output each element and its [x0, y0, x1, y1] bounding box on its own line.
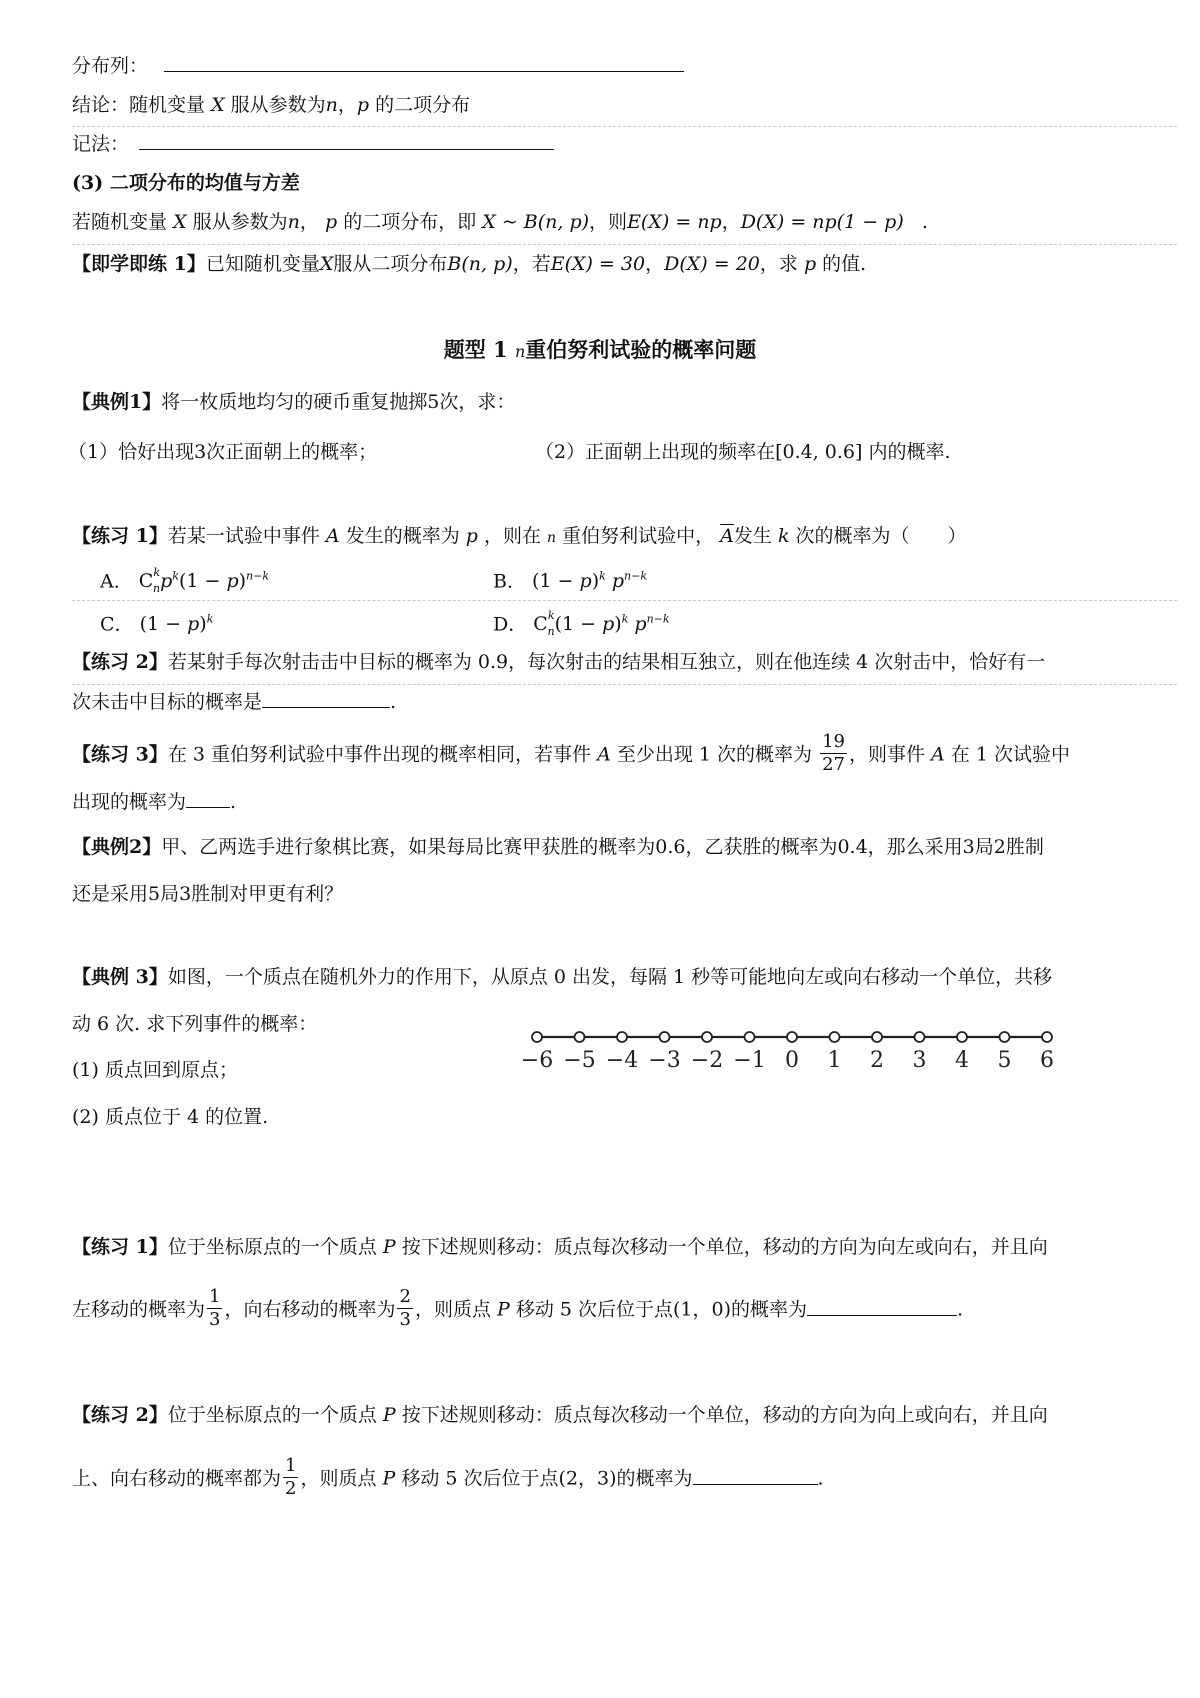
- conclusion-suffix: 的二项分布: [375, 94, 471, 116]
- practice-4-end: .: [957, 1298, 964, 1321]
- mean-variance-line: [72, 208, 1160, 236]
- p4-P: P: [382, 1236, 396, 1258]
- p4-P2: P: [497, 1298, 510, 1321]
- conclusion-line: [72, 91, 1160, 119]
- qp-end: 的值.: [822, 253, 867, 275]
- p4-e: ，则质点: [414, 1298, 491, 1321]
- number-line: [521, 1032, 1054, 1073]
- section-3-title: (3) 二项分布的均值与方差: [72, 172, 300, 194]
- p4-a: 位于坐标原点的一个质点: [167, 1236, 377, 1258]
- example-3-q2-text: (2) 质点位于 4 的位置.: [72, 1106, 269, 1128]
- example-1-tag: 【典例1】: [72, 391, 162, 413]
- expectation-formula: E(X) = np: [627, 211, 722, 233]
- p1-p: p: [465, 525, 478, 547]
- divider: [72, 600, 1177, 601]
- number-line-label: −1: [733, 1048, 766, 1073]
- number-line-point: [1000, 1032, 1010, 1042]
- qp-p: p: [803, 253, 817, 275]
- section-3-heading: [72, 169, 1160, 197]
- var-x: X: [211, 94, 225, 116]
- number-line-label: 5: [997, 1048, 1012, 1073]
- fraction-1-2: [283, 1455, 298, 1500]
- p3-b: 至少出现 1 次的概率为: [616, 743, 813, 766]
- number-line-label: −3: [648, 1048, 681, 1073]
- fraction-denominator: 2: [285, 1478, 297, 1499]
- number-line-label: 1: [827, 1048, 842, 1073]
- practice-3-line2-text: 出现的概率为: [72, 791, 187, 813]
- divider: [72, 244, 1177, 245]
- p4-f: 移动 5 次后位于点(1，0)的概率为: [515, 1298, 808, 1321]
- practice-2-line1: 若某射手每次射击击中目标的概率为 0.9，每次射击的结果相互独立，则在他连续 4 次射击中，恰好有一: [167, 651, 1046, 673]
- example-2-line2-text: 还是采用5局3胜制对甲更有利？: [72, 883, 344, 905]
- fraction-numerator: 1: [285, 1455, 297, 1476]
- p5-d: ，则质点: [300, 1467, 377, 1490]
- qp-a: 已知随机变量: [205, 253, 320, 275]
- mv-n: n: [287, 211, 300, 233]
- fraction-numerator: 19: [822, 731, 845, 752]
- number-line-point: [660, 1032, 670, 1042]
- option-a-label: A．: [100, 570, 133, 593]
- practice-4-tag: 【练习 1】: [72, 1236, 168, 1258]
- example-3-line1: 如图，一个质点在随机外力的作用下，从原点 0 出发，每隔 1 秒等可能地向左或向右移动一个单位，共移: [167, 966, 1053, 988]
- practice-3-end: .: [230, 791, 237, 813]
- qp-e: E(X) = 30: [550, 253, 646, 275]
- practice-5: [72, 1401, 1160, 1429]
- option-b-formula: $(1 - p)^k$ $p^{n-k}$: [532, 570, 647, 593]
- number-line-label: −2: [690, 1048, 724, 1073]
- distribution-label: 分布列：: [72, 55, 149, 77]
- number-line-point: [745, 1032, 755, 1042]
- mv-p: p: [324, 211, 338, 233]
- practice-3-blank: [186, 789, 230, 808]
- number-line-label: 0: [785, 1048, 799, 1073]
- practice-4: [72, 1233, 1160, 1261]
- p1-n: n: [547, 530, 557, 546]
- divider: [72, 684, 1177, 685]
- option-c-formula: $(1 - p)^k$: [139, 613, 214, 636]
- example-3-q2: [72, 1103, 1160, 1131]
- example-2-line2: [72, 880, 1160, 908]
- distribution-line: [72, 52, 1160, 80]
- number-line-point: [1042, 1032, 1052, 1042]
- number-line-label: 4: [955, 1048, 969, 1073]
- number-line-point: [787, 1032, 797, 1042]
- fraction-numerator: 2: [399, 1286, 411, 1307]
- conclusion-prefix: 结论：随机变量: [72, 94, 206, 116]
- p5-a: 位于坐标原点的一个质点: [167, 1404, 377, 1426]
- option-a-formula: $C^k_np^k(1 - p)^{n-k}$: [138, 566, 270, 596]
- sep: ，: [337, 94, 357, 116]
- example-1: [72, 388, 1160, 416]
- practice-2-blank: [262, 689, 390, 708]
- practice-1-option-d[interactable]: [493, 606, 1160, 646]
- practice-5-line2: [72, 1457, 1160, 1502]
- example-1-q2-end: 内的概率.: [868, 441, 951, 463]
- p5-P2: P: [382, 1467, 396, 1490]
- practice-2-line2: [72, 688, 1160, 716]
- mv-x: X: [173, 211, 187, 233]
- qp-c: ，若: [512, 253, 551, 275]
- mv-c: ，: [299, 211, 319, 233]
- p5-e: 移动 5 次后位于点(2，3)的概率为: [401, 1467, 693, 1490]
- p3-A: A: [597, 743, 611, 766]
- number-line-label: 3: [912, 1048, 927, 1073]
- p1-b: 发生的概率为: [345, 525, 460, 547]
- practice-5-end: .: [817, 1467, 824, 1490]
- quick-practice-1: [72, 250, 1160, 278]
- number-line-point: [915, 1032, 925, 1042]
- p5-P: P: [382, 1404, 396, 1426]
- practice-4-blank: [807, 1297, 957, 1316]
- qp-d: ，: [645, 253, 665, 275]
- number-line-point: [532, 1032, 542, 1042]
- p3-A2: A: [931, 743, 945, 766]
- practice-2-tag: 【练习 2】: [72, 651, 168, 673]
- fraction-denominator: 3: [209, 1309, 221, 1330]
- param-p: p: [356, 94, 370, 116]
- type-1-prefix: 题型 1: [443, 337, 508, 362]
- option-c-label: C．: [100, 613, 134, 636]
- number-line-point: [702, 1032, 712, 1042]
- number-line-point: [957, 1032, 967, 1042]
- option-d-formula: $C^k_n(1 - p)^k$ $p^{n-k}$: [533, 609, 670, 639]
- practice-5-blank: [693, 1466, 818, 1485]
- qp-b: 服从二项分布: [333, 253, 448, 275]
- mv-end: .: [921, 211, 928, 233]
- mv-b: 服从参数为: [192, 211, 288, 233]
- type-1-n: n: [514, 342, 526, 361]
- mv-a: 若随机变量: [72, 211, 168, 233]
- option-b-label: B．: [493, 570, 526, 593]
- p1-Abar: $\overline{A}$: [720, 525, 734, 547]
- variance-formula: D(X) = np(1 − p): [740, 211, 904, 233]
- practice-1-option-b[interactable]: [493, 563, 1160, 595]
- p4-b: 按下述规则移动：质点每次移动一个单位，移动的方向为向左或向右，并且向: [401, 1236, 1048, 1258]
- number-line-label: −6: [520, 1048, 554, 1073]
- number-line-label: −5: [563, 1048, 596, 1073]
- example-1-q2-interval: [0.4, 0.6]: [775, 441, 863, 463]
- p1-e: 发生: [733, 525, 772, 547]
- p1-A: A: [325, 525, 340, 547]
- p3-c: ，则事件: [848, 743, 925, 766]
- number-line-label: 6: [1040, 1048, 1054, 1073]
- qp-binomial: B(n, p): [447, 253, 513, 275]
- notation-blank: [139, 131, 554, 150]
- practice-2-end: .: [390, 691, 397, 713]
- p1-d: 重伯努利试验中，: [562, 525, 715, 547]
- practice-2-line2-text: 次未击中目标的概率是: [72, 691, 263, 713]
- type-1-title: [0, 335, 1200, 367]
- example-3-line2-text: 动 6 次. 求下列事件的概率：: [72, 1013, 318, 1035]
- fraction-1-3: [207, 1286, 222, 1331]
- p3-a: 在 3 重伯努利试验中事件出现的概率相同，若事件: [167, 743, 592, 766]
- number-line-label: 2: [870, 1048, 884, 1073]
- p4-d: ，向右移动的概率为: [224, 1298, 396, 1321]
- p5-b: 按下述规则移动：质点每次移动一个单位，移动的方向为向上或向右，并且向: [401, 1404, 1048, 1426]
- p3-d: 在 1 次试验中: [950, 743, 1070, 766]
- p1-c: ，则在: [483, 525, 541, 547]
- quick-practice-tag: 【即学即练 1】: [72, 253, 206, 275]
- example-3: [72, 963, 1160, 991]
- p1-f: 次的概率为（ ）: [795, 525, 967, 547]
- number-line-point: [617, 1032, 627, 1042]
- fraction-denominator: 3: [399, 1309, 411, 1330]
- distribution-blank: [164, 53, 684, 72]
- p4-c: 左移动的概率为: [72, 1298, 206, 1321]
- example-1-text: 将一枚质地均匀的硬币重复抛掷5次，求：: [161, 391, 516, 413]
- type-1-rest: 重伯努利试验的概率问题: [525, 337, 757, 362]
- practice-5-tag: 【练习 2】: [72, 1404, 168, 1426]
- p1-a: 若某一试验中事件: [167, 525, 320, 547]
- practice-3-tag: 【练习 3】: [72, 743, 168, 766]
- example-1-q2-text: （2）正面朝上出现的频率在: [535, 441, 776, 463]
- example-3-tag: 【典例 3】: [72, 966, 168, 988]
- fraction-19-27: [820, 731, 847, 776]
- divider: [72, 126, 1177, 127]
- notation-line: [72, 130, 1160, 158]
- param-n: n: [325, 94, 338, 116]
- practice-1-tag: 【练习 1】: [72, 525, 168, 547]
- mv-e: ，则: [589, 211, 628, 233]
- example-2-line1: 甲、乙两选手进行象棋比赛，如果每局比赛甲获胜的概率为0.6，乙获胜的概率为0.4，那么采用3局2胜制: [161, 836, 1044, 858]
- number-line-point: [575, 1032, 585, 1042]
- number-line-point: [830, 1032, 840, 1042]
- conclusion-mid: 服从参数为: [230, 94, 326, 116]
- practice-3: [72, 733, 1160, 778]
- example-1-q2: [535, 438, 1160, 466]
- number-line-label: −4: [605, 1048, 639, 1073]
- example-2-tag: 【典例2】: [72, 836, 162, 858]
- example-1-q1-text: （1）恰好出现3次正面朝上的概率；: [68, 441, 378, 463]
- example-3-q1-text: (1) 质点回到原点；: [72, 1059, 238, 1081]
- number-line-figure: [515, 1025, 1095, 1085]
- practice-4-line2: [72, 1288, 1160, 1333]
- practice-3-line2: [72, 788, 1160, 816]
- example-2: [72, 833, 1160, 861]
- option-d-label: D．: [493, 613, 528, 636]
- mv-d: 的二项分布，即: [343, 211, 477, 233]
- number-line-point: [872, 1032, 882, 1042]
- p1-k: k: [777, 525, 790, 547]
- qp-x: X: [319, 253, 334, 275]
- fraction-numerator: 1: [209, 1286, 221, 1307]
- fraction-denominator: 27: [822, 754, 845, 775]
- notation-label: 记法：: [72, 133, 130, 155]
- binomial-formula: X ~ B(n, p): [482, 211, 590, 233]
- qp-var: D(X) = 20: [664, 253, 760, 275]
- p5-c: 上、向右移动的概率都为: [72, 1467, 282, 1490]
- practice-2: [72, 648, 1160, 676]
- practice-1: [72, 522, 1160, 552]
- fraction-2-3: [397, 1286, 412, 1331]
- mv-comma: ，: [721, 211, 741, 233]
- qp-ask: ，求: [759, 253, 798, 275]
